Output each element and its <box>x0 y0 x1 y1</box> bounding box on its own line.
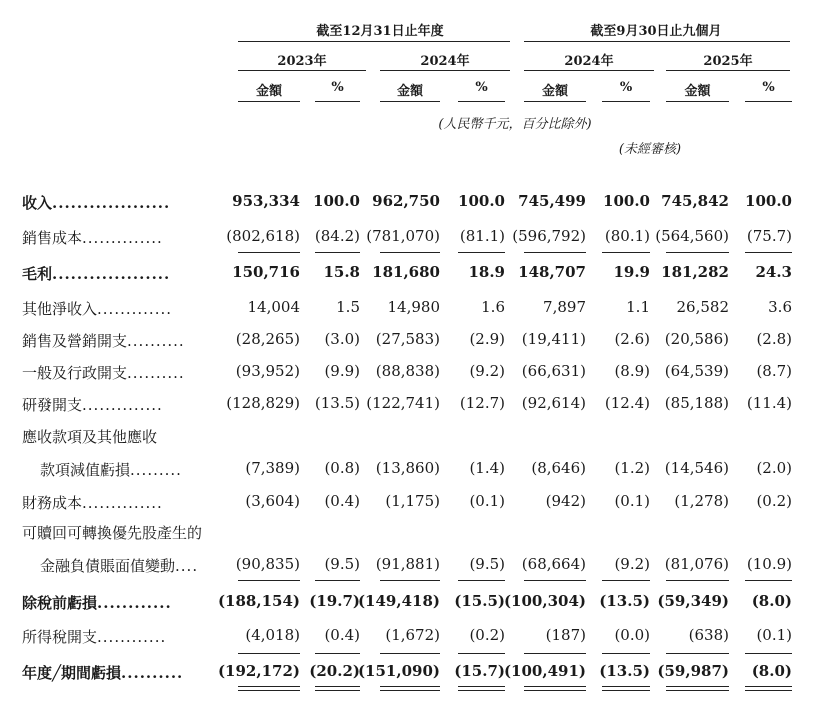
col-amount-heading: 金額 <box>255 84 282 99</box>
amount-cell: 26,582 <box>676 298 729 316</box>
subtotal-rule <box>745 252 792 253</box>
percent-cell: (9.9) <box>324 362 360 380</box>
amount-cell: 181,282 <box>661 263 729 281</box>
percent-cell: 1.5 <box>336 298 360 316</box>
row-label <box>22 492 163 513</box>
subtotal-rule <box>238 252 300 253</box>
percent-cell: (8.0) <box>751 662 792 680</box>
subtotal-rule <box>380 653 440 654</box>
amount-cell: (564,560) <box>655 227 729 245</box>
subtotal-rule <box>602 580 650 581</box>
total-double-rule <box>602 686 650 687</box>
year-2023: 2023年 <box>277 54 327 69</box>
percent-cell: 18.9 <box>468 263 505 281</box>
amount-cell: (100,491) <box>503 662 586 680</box>
group-heading-annual: 截至12月31日止年度 <box>316 24 444 39</box>
subtotal-rule <box>602 252 650 253</box>
rule-col-pct <box>602 101 650 102</box>
amount-cell: (8,646) <box>531 459 586 477</box>
percent-cell: 1.6 <box>481 298 505 316</box>
rule-col-pct <box>745 101 792 102</box>
amount-cell: (1,175) <box>385 492 440 510</box>
amount-cell: (13,860) <box>375 459 440 477</box>
col-amount-heading: 金額 <box>396 84 423 99</box>
subtotal-rule <box>745 580 792 581</box>
amount-cell: (781,070) <box>366 227 440 245</box>
row-label <box>22 362 185 383</box>
row-label-text: 收入 <box>22 194 53 212</box>
rule-year-2024a <box>380 70 510 71</box>
leader-dots: .... <box>175 557 199 575</box>
subtotal-rule <box>380 580 440 581</box>
percent-cell: 100.0 <box>313 192 360 210</box>
leader-dots: ................... <box>52 265 171 283</box>
amount-cell: (66,631) <box>521 362 586 380</box>
amount-cell: 953,334 <box>232 192 300 210</box>
total-double-rule <box>238 686 300 687</box>
amount-cell: (64,539) <box>664 362 729 380</box>
total-double-rule <box>666 690 729 691</box>
col-pct-heading: % <box>762 80 775 95</box>
amount-cell: (91,881) <box>375 555 440 573</box>
row-label-text: 毛利 <box>22 265 53 283</box>
amount-cell: (92,614) <box>521 394 586 412</box>
percent-cell: (1.2) <box>614 459 650 477</box>
subtotal-rule <box>666 252 729 253</box>
subtotal-rule <box>238 580 300 581</box>
amount-cell: 14,980 <box>387 298 440 316</box>
amount-cell: (3,604) <box>245 492 300 510</box>
amount-cell: (1,278) <box>674 492 729 510</box>
total-double-rule <box>524 690 586 691</box>
amount-cell: (88,838) <box>375 362 440 380</box>
total-double-rule <box>666 686 729 687</box>
amount-cell: (188,154) <box>217 592 300 610</box>
leader-dots: .......... <box>127 364 185 382</box>
percent-cell: (0.2) <box>469 626 505 644</box>
row-label-text: 其他淨收入 <box>22 300 98 318</box>
leader-dots: ................... <box>52 194 171 212</box>
total-double-rule <box>238 690 300 691</box>
rule-group1 <box>238 41 510 42</box>
leader-dots: .............. <box>82 494 163 512</box>
percent-cell: 1.1 <box>626 298 650 316</box>
amount-cell: (59,349) <box>657 592 729 610</box>
subtotal-rule <box>315 252 360 253</box>
amount-cell: (14,546) <box>664 459 729 477</box>
leader-dots: .............. <box>82 229 163 247</box>
total-double-rule <box>458 686 505 687</box>
percent-cell: (2.6) <box>614 330 650 348</box>
percent-cell: (13.5) <box>599 592 650 610</box>
leader-dots: ......... <box>130 461 182 479</box>
percent-cell: 100.0 <box>745 192 792 210</box>
amount-cell: (19,411) <box>521 330 586 348</box>
row-label <box>22 426 157 447</box>
amount-cell: (27,583) <box>375 330 440 348</box>
percent-cell: (9.2) <box>469 362 505 380</box>
amount-cell: (7,389) <box>245 459 300 477</box>
subtotal-rule <box>315 653 360 654</box>
row-label <box>40 555 198 576</box>
row-label-text: 所得稅開支 <box>22 628 98 646</box>
amount-cell: (187) <box>545 626 586 644</box>
subtotal-rule <box>666 580 729 581</box>
total-double-rule <box>315 686 360 687</box>
col-amount-heading: 金額 <box>684 84 711 99</box>
row-label-text: 一般及行政開支 <box>22 364 128 382</box>
percent-cell: (84.2) <box>314 227 360 245</box>
total-double-rule <box>315 690 360 691</box>
percent-cell: (0.0) <box>614 626 650 644</box>
percent-cell: (0.1) <box>614 492 650 510</box>
amount-cell: (90,835) <box>235 555 300 573</box>
amount-cell: 745,842 <box>661 192 729 210</box>
group-heading-nine-months: 截至9月30日止九個月 <box>590 24 722 39</box>
total-double-rule <box>380 686 440 687</box>
total-double-rule <box>380 690 440 691</box>
amount-cell: (20,586) <box>664 330 729 348</box>
amount-cell: (942) <box>545 492 586 510</box>
year-2024-annual: 2024年 <box>420 54 470 69</box>
leader-dots: ............. <box>97 300 173 318</box>
percent-cell: (8.7) <box>756 362 792 380</box>
percent-cell: (0.8) <box>324 459 360 477</box>
year-2025: 2025年 <box>703 54 753 69</box>
subtotal-rule <box>524 580 586 581</box>
subtotal-rule <box>666 653 729 654</box>
total-double-rule <box>524 686 586 687</box>
amount-cell: (68,664) <box>521 555 586 573</box>
row-label <box>22 192 170 213</box>
subtotal-rule <box>458 252 505 253</box>
amount-cell: 150,716 <box>232 263 300 281</box>
percent-cell: (8.0) <box>751 592 792 610</box>
percent-cell: (10.9) <box>746 555 792 573</box>
row-label-text: 財務成本 <box>22 494 83 512</box>
subtotal-rule <box>458 580 505 581</box>
row-label <box>22 522 202 543</box>
rule-year-2024b <box>524 70 654 71</box>
rule-group2 <box>524 41 790 42</box>
amount-cell: 14,004 <box>247 298 300 316</box>
percent-cell: (9.2) <box>614 555 650 573</box>
leader-dots: .......... <box>127 332 185 350</box>
percent-cell: 100.0 <box>603 192 650 210</box>
percent-cell: (13.5) <box>314 394 360 412</box>
percent-cell: 24.3 <box>755 263 792 281</box>
amount-cell: (85,188) <box>664 394 729 412</box>
col-pct-heading: % <box>331 80 344 95</box>
percent-cell: (15.5) <box>454 592 505 610</box>
percent-cell: (9.5) <box>324 555 360 573</box>
percent-cell: (9.5) <box>469 555 505 573</box>
percent-cell: 19.9 <box>613 263 650 281</box>
amount-cell: (596,792) <box>512 227 586 245</box>
rule-year-2023 <box>238 70 366 71</box>
row-label <box>22 298 172 319</box>
leader-dots: .............. <box>82 396 163 414</box>
percent-cell: (0.1) <box>756 626 792 644</box>
amount-cell: (192,172) <box>217 662 300 680</box>
row-label-text: 年度╱期間虧損 <box>22 664 122 682</box>
percent-cell: (0.2) <box>756 492 792 510</box>
amount-cell: 962,750 <box>372 192 440 210</box>
rule-col-amount <box>666 101 729 102</box>
amount-cell: (149,418) <box>357 592 440 610</box>
row-label-text: 應收款項及其他應收 <box>22 428 158 446</box>
row-label-text: 可贖回可轉換優先股產生的 <box>22 524 203 542</box>
rule-year-2025 <box>666 70 790 71</box>
percent-cell: (15.7) <box>454 662 505 680</box>
subtotal-rule <box>745 653 792 654</box>
amount-cell: (59,987) <box>657 662 729 680</box>
col-pct-heading: % <box>475 80 488 95</box>
amount-cell: (4,018) <box>245 626 300 644</box>
amount-cell: (81,076) <box>664 555 729 573</box>
percent-cell: (0.1) <box>469 492 505 510</box>
percent-cell: (8.9) <box>614 362 650 380</box>
row-label-text: 金融負債賬面值變動 <box>40 557 176 575</box>
amount-cell: 148,707 <box>518 263 586 281</box>
leader-dots: ............ <box>97 594 172 612</box>
amount-cell: (802,618) <box>226 227 300 245</box>
row-label <box>40 459 182 480</box>
row-label <box>22 263 170 284</box>
subtotal-rule <box>602 653 650 654</box>
subtotal-rule <box>380 252 440 253</box>
total-double-rule <box>745 686 792 687</box>
row-label-text: 研發開支 <box>22 396 83 414</box>
row-label <box>22 394 163 415</box>
total-double-rule <box>602 690 650 691</box>
percent-cell: (80.1) <box>604 227 650 245</box>
year-2024-nine-months: 2024年 <box>564 54 614 69</box>
rule-col-amount <box>238 101 300 102</box>
row-label <box>22 227 163 248</box>
amount-cell: (151,090) <box>357 662 440 680</box>
amount-cell: (28,265) <box>235 330 300 348</box>
percent-cell: (2.9) <box>469 330 505 348</box>
total-double-rule <box>745 690 792 691</box>
rule-col-pct <box>458 101 505 102</box>
percent-cell: 100.0 <box>458 192 505 210</box>
amount-cell: 181,680 <box>372 263 440 281</box>
row-label <box>22 662 183 683</box>
percent-cell: (20.2) <box>309 662 360 680</box>
amount-cell: (122,741) <box>366 394 440 412</box>
percent-cell: 3.6 <box>768 298 792 316</box>
rule-col-amount <box>524 101 586 102</box>
amount-cell: (100,304) <box>503 592 586 610</box>
subtotal-rule <box>458 653 505 654</box>
rule-col-pct <box>315 101 360 102</box>
unaudited-note: (未經審核) <box>618 142 682 157</box>
col-pct-heading: % <box>619 80 633 95</box>
percent-cell: (0.4) <box>324 626 360 644</box>
amount-cell: (638) <box>688 626 729 644</box>
total-double-rule <box>458 690 505 691</box>
percent-cell: (81.1) <box>459 227 505 245</box>
row-label <box>22 330 185 351</box>
percent-cell: (11.4) <box>746 394 792 412</box>
row-label-text: 除稅前虧損 <box>22 594 98 612</box>
unit-note: (人民幣千元，百分比除外) <box>438 117 592 132</box>
amount-cell: (128,829) <box>226 394 300 412</box>
percent-cell: (3.0) <box>324 330 360 348</box>
percent-cell: (0.4) <box>324 492 360 510</box>
subtotal-rule <box>315 580 360 581</box>
percent-cell: (19.7) <box>309 592 360 610</box>
percent-cell: (12.7) <box>459 394 505 412</box>
leader-dots: ............ <box>97 628 167 646</box>
subtotal-rule <box>238 653 300 654</box>
amount-cell: (93,952) <box>235 362 300 380</box>
amount-cell: (1,672) <box>385 626 440 644</box>
row-label-text: 銷售成本 <box>22 229 83 247</box>
row-label <box>22 626 166 647</box>
percent-cell: (12.4) <box>604 394 650 412</box>
amount-cell: 7,897 <box>543 298 586 316</box>
subtotal-rule <box>524 653 586 654</box>
leader-dots: .......... <box>121 664 184 682</box>
row-label <box>22 592 172 613</box>
rule-col-amount <box>380 101 440 102</box>
percent-cell: (75.7) <box>746 227 792 245</box>
amount-cell: 745,499 <box>518 192 586 210</box>
percent-cell: 15.8 <box>323 263 360 281</box>
percent-cell: (2.8) <box>756 330 792 348</box>
percent-cell: (2.0) <box>756 459 792 477</box>
col-amount-heading: 金額 <box>541 84 568 99</box>
percent-cell: (13.5) <box>599 662 650 680</box>
row-label-text: 款項減值虧損 <box>40 461 131 479</box>
subtotal-rule <box>524 252 586 253</box>
row-label-text: 銷售及營銷開支 <box>22 332 128 350</box>
percent-cell: (1.4) <box>469 459 505 477</box>
